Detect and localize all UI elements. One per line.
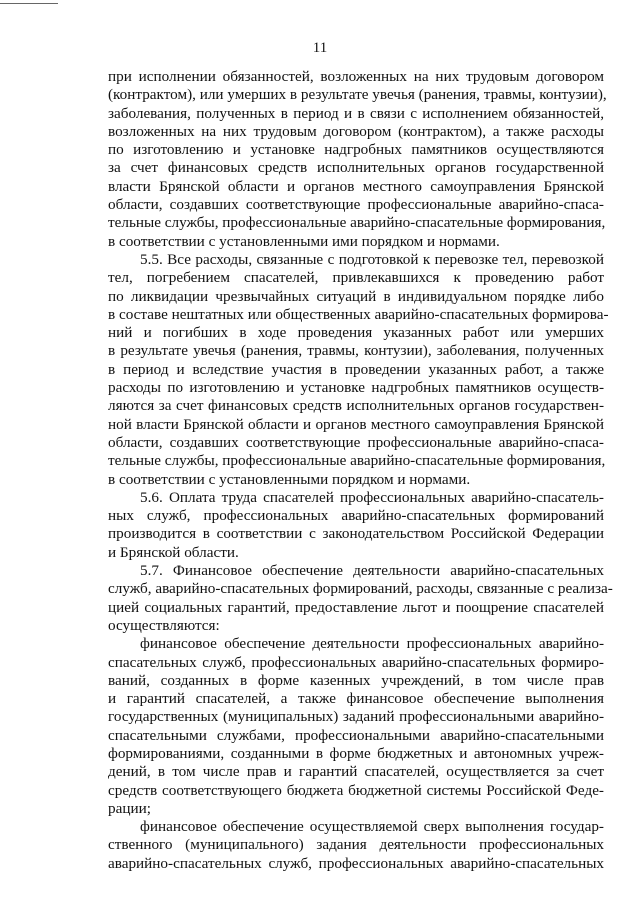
text-line: 5.5. Все расходы, связанные с подготовкой к перевозке тел, перевозкой <box>140 250 604 268</box>
text-line: 5.7. Финансовое обеспечение деятельности аварийно-спасательных <box>140 562 604 580</box>
text-line: в результате увечья (ранения, травмы, контузии), заболевания, полученных <box>108 342 604 360</box>
text-line: служб, аварийно-спасательных формирований, расходы, связанные с реализа- <box>108 580 613 598</box>
text-line: в составе нештатных или общественных аварийно-спасательных формирова- <box>108 305 609 323</box>
text-line: цией социальных гарантий, предоставление льгот и поощрение спасателей <box>108 598 604 616</box>
text-line: за счет финансовых средств исполнительных органов государственной <box>108 159 604 177</box>
text-line: средств соответствующего бюджета бюджетной системы Российской Феде- <box>108 781 604 799</box>
text-line: осуществляются: <box>108 616 220 634</box>
text-line: 5.6. Оплата труда спасателей профессиональных аварийно-спасатель- <box>140 488 604 506</box>
text-line: ных служб, профессиональных аварийно-спасательных формирований <box>108 507 604 525</box>
text-line: спасательными службами, профессиональными аварийно-спасательными <box>108 726 604 744</box>
text-line: в соответствии с установленными ими порядком и нормами. <box>108 232 500 250</box>
text-line: ственного (муниципального) задания деятельности профессиональных <box>108 836 604 854</box>
text-line: дений, в том числе прав и гарантий спасателей, осуществляется за счет <box>108 763 604 781</box>
text-line: в соответствии с установленными порядком и нормами. <box>108 470 471 488</box>
text-line: при исполнении обязанностей, возложенных на них трудовым договором <box>108 68 604 85</box>
text-line: по изготовлению и установке надгробных памятников осуществляются <box>108 141 604 159</box>
text-line: ной власти Брянской области и органов местного самоуправления Брянской <box>108 415 604 433</box>
text-line: возложенных на них трудовым договором (контрактом), а также расходы <box>108 122 604 140</box>
text-line: ний и погибших в ходе проведения указанных работ или умерших <box>108 324 604 342</box>
document-body <box>108 68 613 873</box>
text-line: заболевания, полученных в период и в связи с исполнением обязанностей, <box>108 104 604 122</box>
text-line: расходы по изготовлению и установке надгробных памятников осуществ- <box>108 379 604 397</box>
paragraph <box>108 635 604 818</box>
text-line: аварийно-спасательных служб, профессиональных аварийно-спасательных <box>108 854 604 872</box>
text-line: в период и вследствие участия в проведении указанных работ, а также <box>108 360 604 378</box>
text-line: тельные службы, профессиональные аварийно-спасательные формирования, <box>108 452 606 470</box>
text-line: и гарантий спасателей, а также финансовое обеспечение выполнения <box>108 690 604 708</box>
top-rule <box>0 3 58 4</box>
text-line: и Брянской области. <box>108 543 239 561</box>
text-line: области, создавших соответствующие профессиональные аварийно-спаса- <box>108 433 604 451</box>
text-line: финансовое обеспечение осуществляемой сверх выполнения государ- <box>140 818 604 836</box>
paragraph <box>108 818 604 873</box>
text-line: тельные службы, профессиональные аварийно-спасательные формирования, <box>108 214 606 232</box>
text-line: государственных (муниципальных) заданий профессиональными аварийно- <box>108 708 604 726</box>
text-line: финансовое обеспечение деятельности профессиональных аварийно- <box>140 635 604 653</box>
page-number: 11 <box>312 40 328 56</box>
text-line: формированиями, созданными в форме бюджетных и автономных учреж- <box>108 744 604 762</box>
text-line: тел, погребением спасателей, привлекавшихся к проведению работ <box>108 269 604 287</box>
text-line: ляются за счет финансовых средств исполнительных органов государствен- <box>108 397 604 415</box>
text-line: ваний, созданных в форме казенных учреждений, в том числе прав <box>108 671 604 689</box>
text-line: рации; <box>108 799 151 817</box>
text-line: области, создавших соответствующие профессиональные аварийно-спаса- <box>108 196 604 214</box>
paragraph <box>108 250 609 489</box>
text-line: производится в соответствии с законодательством Российской Федерации <box>108 525 604 543</box>
text-line: (контрактом), или умерших в результате увечья (ранения, травмы, контузии), <box>108 86 607 104</box>
text-line: спасательных служб, профессиональных аварийно-спасательных формиро- <box>108 653 604 671</box>
paragraph <box>108 562 613 635</box>
paragraph <box>108 68 607 251</box>
text-line: по ликвидации чрезвычайных ситуаций в индивидуальном порядке либо <box>108 287 604 305</box>
text-line: власти Брянской области и органов местного самоуправления Брянской <box>108 177 604 195</box>
paragraph <box>108 489 604 562</box>
